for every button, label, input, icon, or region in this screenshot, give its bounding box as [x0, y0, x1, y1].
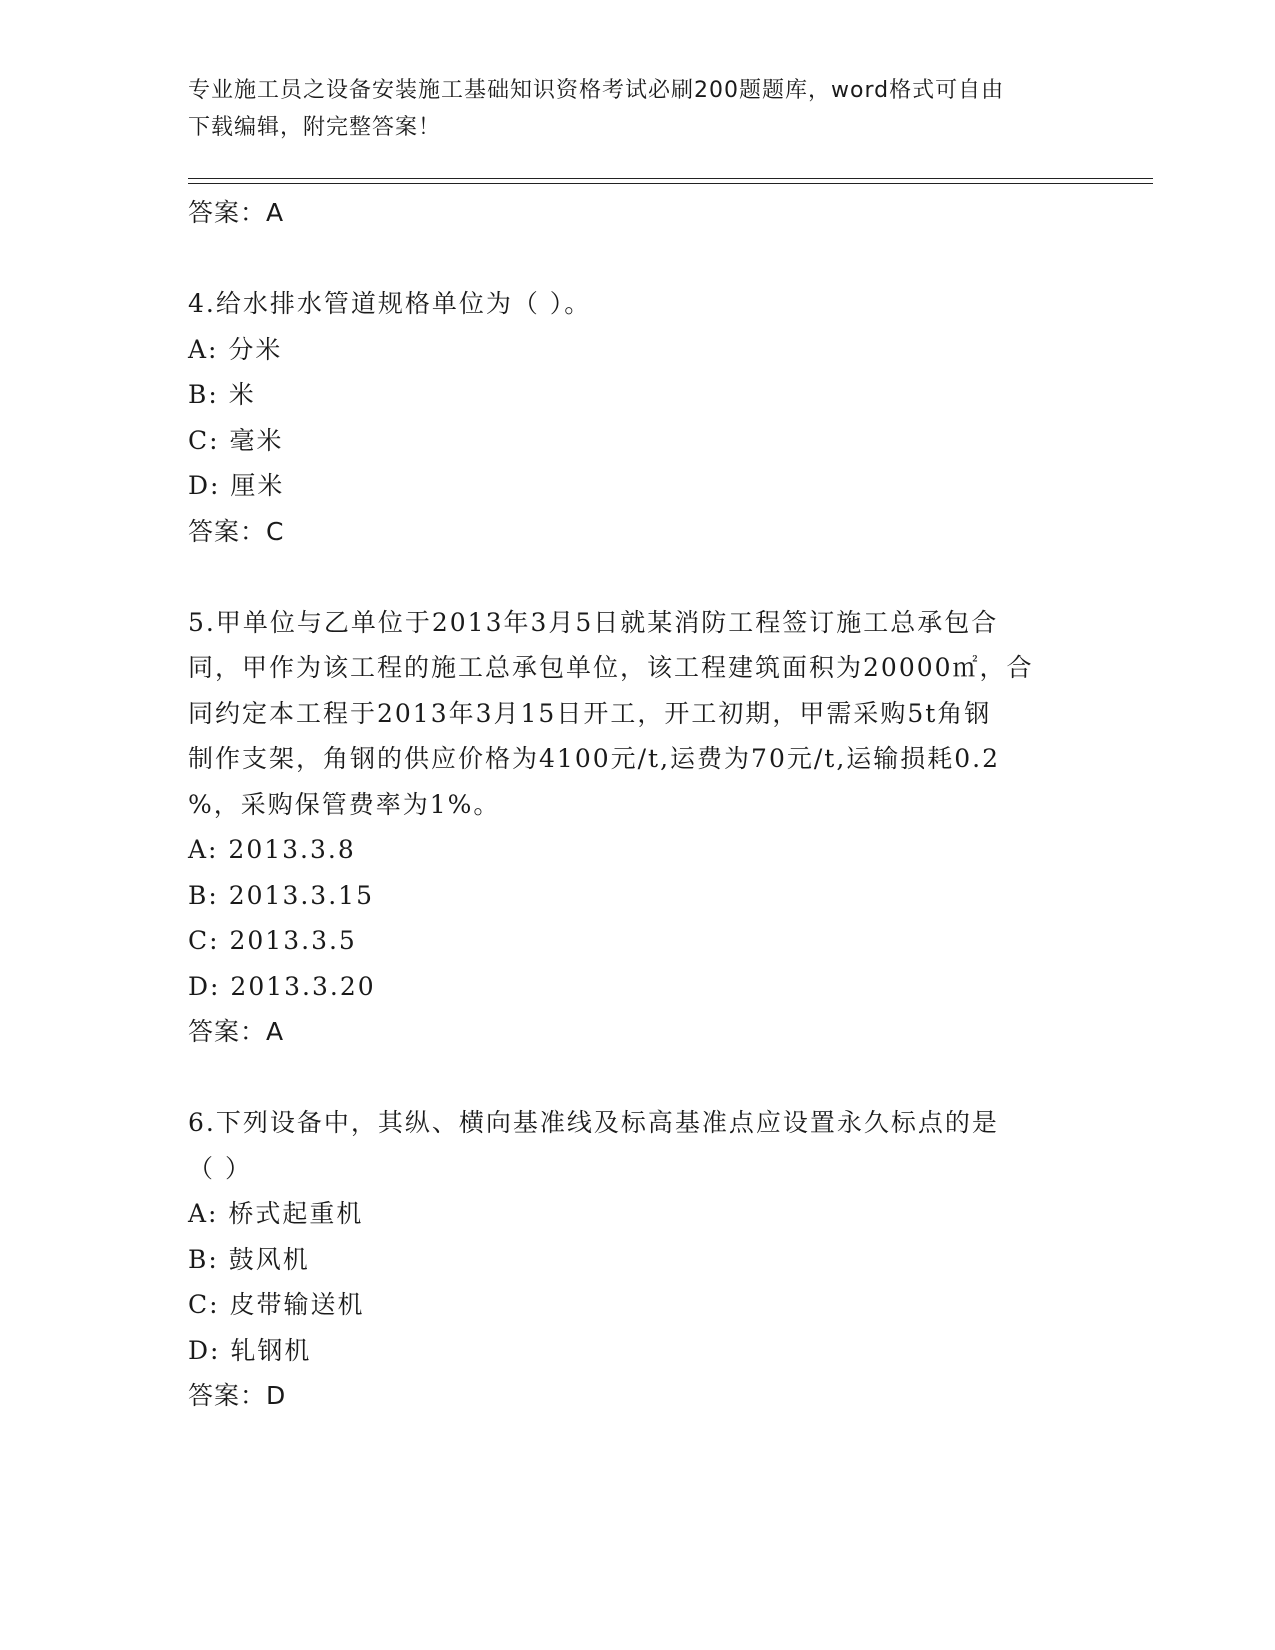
- option-c: C: 毫米: [188, 425, 284, 455]
- option-a: A: 桥式起重机: [188, 1199, 364, 1228]
- question-stem-line: %，采购保管费率为1%。: [188, 789, 501, 819]
- question-stem: 4.给水排水管道规格单位为（ ）。: [188, 289, 592, 318]
- option-b: B: 2013.3.15: [188, 880, 374, 910]
- spacer: [188, 554, 1088, 600]
- header-divider-bottom: [188, 183, 1153, 184]
- option-a: A: 2013.3.8: [188, 835, 356, 864]
- header-line-2: 下载编辑，附完整答案！: [188, 115, 442, 140]
- question-stem-line: （ ）: [188, 1153, 252, 1183]
- option-b: B: 鼓风机: [188, 1244, 310, 1274]
- question-stem-line: 6.下列设备中，其纵、横向基准线及标高基准点应设置永久标点的是: [188, 1108, 999, 1137]
- spacer: [188, 1055, 1088, 1101]
- question-6: [188, 1100, 1088, 1419]
- question-5: [188, 600, 1088, 1055]
- question-stem-line: 制作支架，角钢的供应价格为4100元/t,运费为70元/t,运输损耗0.2: [188, 744, 1001, 773]
- option-d: D: 厘米: [188, 471, 285, 500]
- header-line-1: 专业施工员之设备安装施工基础知识资格考试必刷200题题库，word格式可自由: [188, 78, 1005, 103]
- question-4: [188, 281, 1088, 554]
- question-list: [188, 190, 1088, 1419]
- question-stem-line: 5.甲单位与乙单位于2013年3月5日就某消防工程签订施工总承包合: [188, 607, 999, 637]
- answer-line: 答案：A: [188, 1017, 285, 1046]
- document-header: [188, 72, 1088, 146]
- header-divider-top: [188, 178, 1153, 179]
- answer-line: 答案：C: [188, 516, 285, 546]
- previous-answer: 答案：A: [188, 198, 285, 227]
- option-c: C: 2013.3.5: [188, 926, 357, 955]
- option-d: D: 轧钢机: [188, 1335, 312, 1365]
- answer-line: 答案：D: [188, 1381, 287, 1410]
- question-stem-line: 同，甲作为该工程的施工总承包单位，该工程建筑面积为20000㎡，合: [188, 653, 1034, 682]
- option-a: A: 分米: [188, 334, 283, 364]
- question-stem-line: 同约定本工程于2013年3月15日开工，开工初期，甲需采购5t角钢: [188, 698, 992, 728]
- option-c: C: 皮带输送机: [188, 1290, 365, 1319]
- option-d: D: 2013.3.20: [188, 971, 376, 1001]
- option-b: B: 米: [188, 380, 256, 409]
- spacer: [188, 236, 1088, 282]
